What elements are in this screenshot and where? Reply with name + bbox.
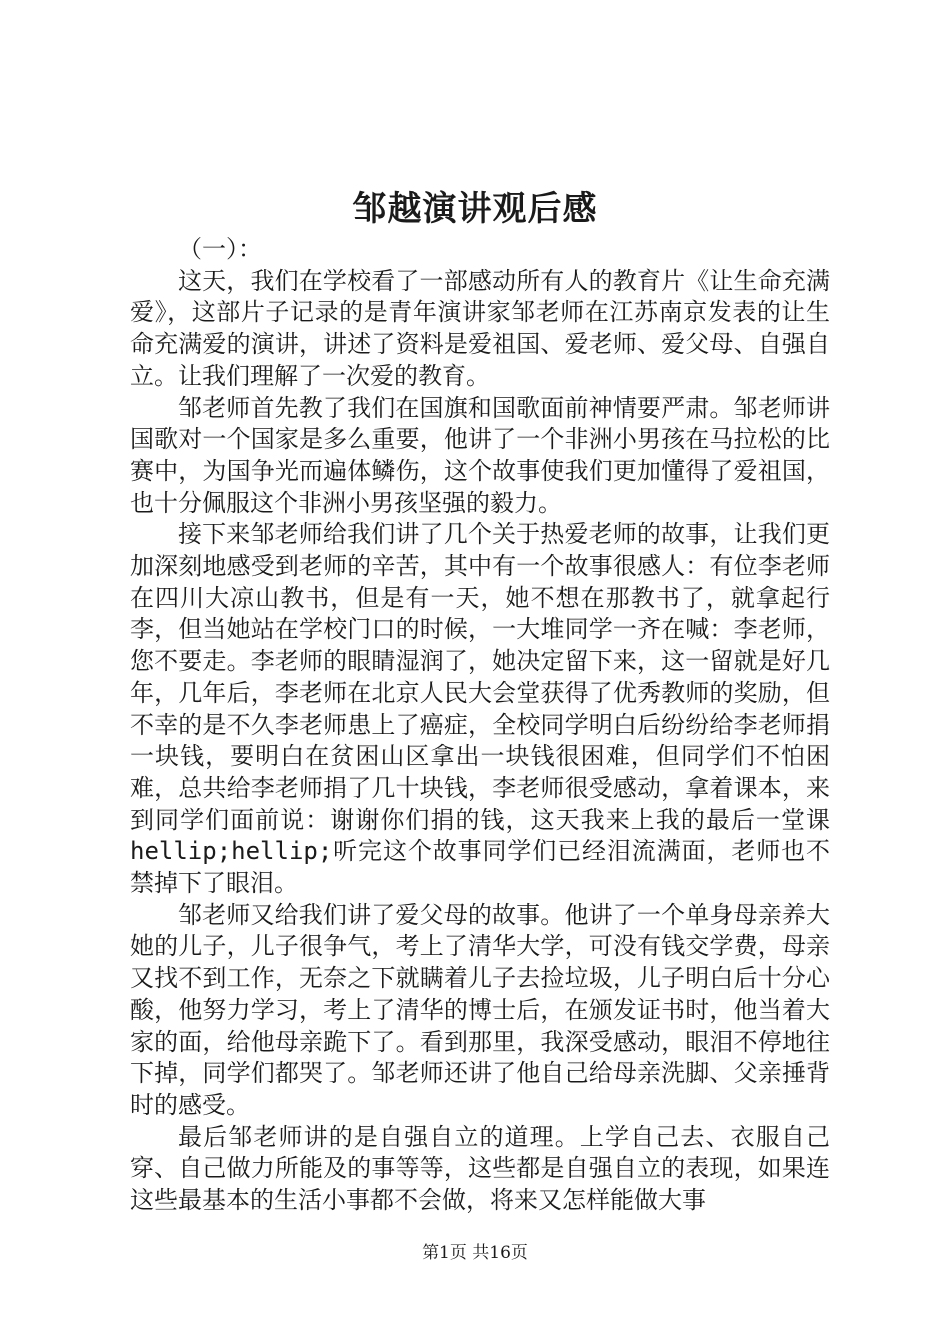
document-title: 邹越演讲观后感 — [352, 189, 598, 229]
paragraph: 邹老师又给我们讲了爱父母的故事。他讲了一个单身母亲养大她的儿子，儿子很争气，考上了清华大学，可没有钱交学费，母亲又找不到工作，无奈之下就瞒着儿子去捡垃圾，儿子明白后十分心酸，他努力学习，考上了清华的博士后，在颁发证书时，他当着大家的面，给他母亲跪下了。看到那里，我深受感动，眼泪不停地往下掉，同学们都哭了。邹老师还讲了他自己给母亲洗脚、父亲捶背时的感受。 — [130, 900, 830, 1119]
document-body — [130, 234, 830, 1217]
paragraph: 最后邹老师讲的是自强自立的道理。上学自己去、衣服自己穿、自己做力所能及的事等等，这些都是自强自立的表现，如果连这些最基本的生活小事都不会做，将来又怎样能做大事 — [130, 1122, 830, 1215]
section-marker: （一）： — [178, 235, 262, 263]
page-footer: 第1页 共16页 — [422, 1243, 528, 1263]
paragraph: 这天，我们在学校看了一部感动所有人的教育片《让生命充满爱》，这部片子记录的是青年演讲家邹老师在江苏南京发表的让生命充满爱的演讲，讲述了资料是爱祖国、爱老师、爱父母、自强自立。让我们理解了一次爱的教育。 — [130, 266, 830, 390]
paragraph: 邹老师首先教了我们在国旗和国歌面前神情要严肃。邹老师讲国歌对一个国家是多么重要，他讲了一个非洲小男孩在马拉松的比赛中，为国争光而遍体鳞伤，这个故事使我们更加懂得了爱祖国，也十分佩服这个非洲小男孩坚强的毅力。 — [130, 393, 830, 517]
paragraph: 接下来邹老师给我们讲了几个关于热爱老师的故事，让我们更加深刻地感受到老师的辛苦，其中有一个故事很感人：有位李老师在四川大凉山教书，但是有一天，她不想在那教书了，就拿起行李，但当她站在学校门口的时候，一大堆同学一齐在喊：李老师，您不要走。李老师的眼睛湿润了，她决定留下来，这一留就是好几年，几年后，李老师在北京人民大会堂获得了优秀教师的奖励，但不幸的是不久李老师患上了癌症，全校同学明白后纷纷给李老师捐一块钱，要明白在贫困山区拿出一块钱很困难，但同学们不怕困难，总共给李老师捐了几十块钱，李老师很受感动，拿着课本，来到同学们面前说：谢谢你们捐的钱，这天我来上我的最后一堂课hellip;hellip;听完这个故事同学们已经泪流满面，老师也不禁掉下了眼泪。 — [130, 520, 830, 898]
